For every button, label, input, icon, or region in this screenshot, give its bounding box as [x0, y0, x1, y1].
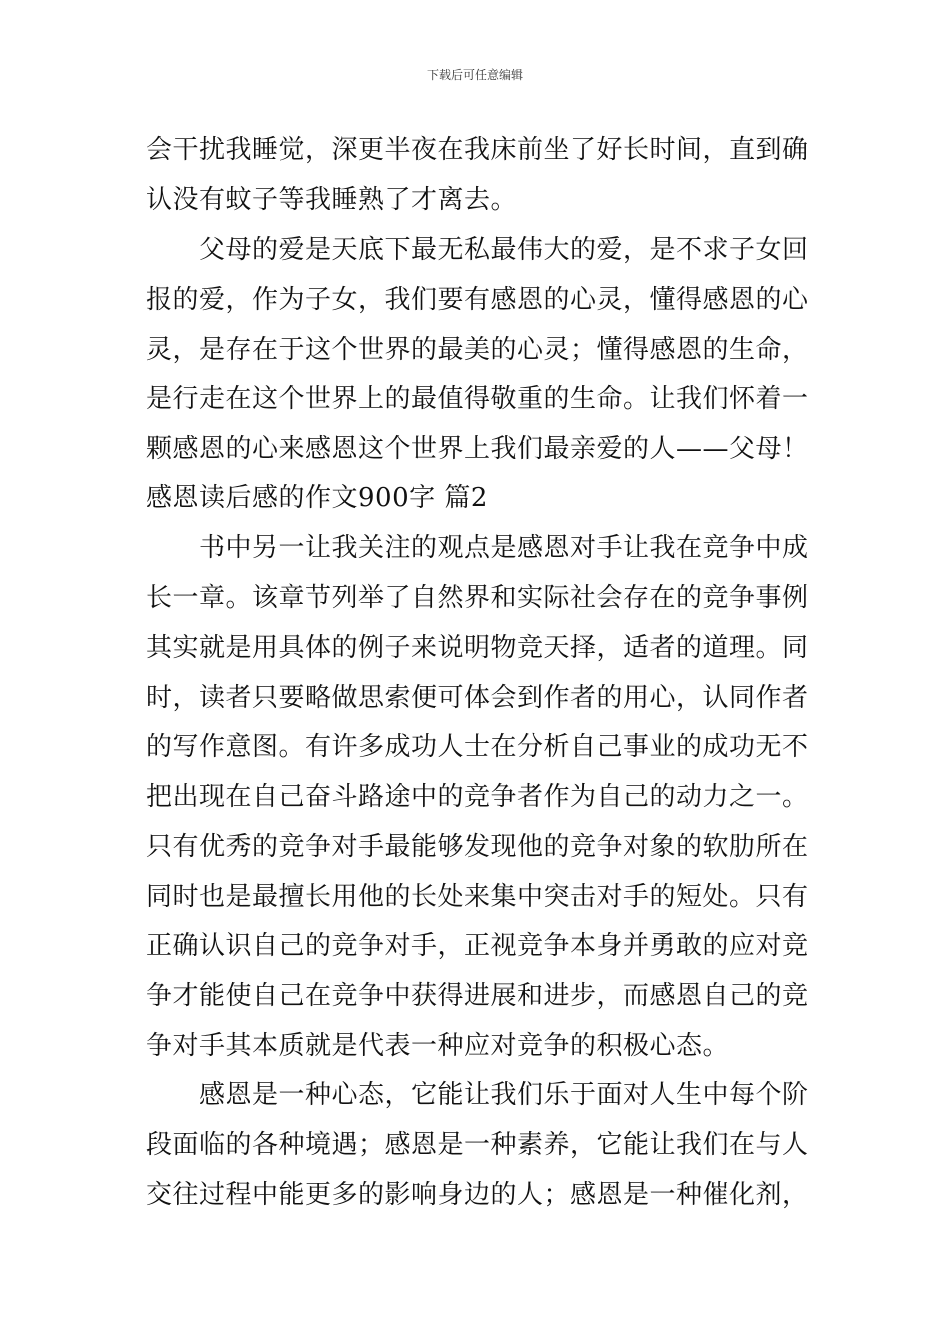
body-text-line: 父母的爱是天底下最无私最伟大的爱，是不求子女回	[146, 235, 809, 265]
section-heading: 感恩读后感的作文900字 篇2	[146, 483, 488, 513]
body-text-line: 的写作意图。有许多成功人士在分析自己事业的成功无不	[146, 732, 809, 762]
body-text-line: 其实就是用具体的例子来说明物竞天择，适者的道理。同	[146, 633, 809, 663]
body-text-line: 认没有蚊子等我睡熟了才离去。	[146, 185, 518, 215]
body-text-line: 报的爱，作为子女，我们要有感恩的心灵，懂得感恩的心	[146, 285, 809, 315]
body-text-line: 正确认识自己的竞争对手，正视竞争本身并勇敢的应对竞	[146, 931, 809, 961]
body-text-line: 把出现在自己奋斗路途中的竞争者作为自己的动力之一。	[146, 782, 809, 812]
body-text-line: 段面临的各种境遇；感恩是一种素养，它能让我们在与人	[146, 1130, 809, 1160]
body-text-line: 只有优秀的竞争对手最能够发现他的竞争对象的软肋所在	[146, 832, 809, 862]
body-text-line: 同时也是最擅长用他的长处来集中突击对手的短处。只有	[146, 882, 809, 912]
body-text-line: 交往过程中能更多的影响身边的人；感恩是一种催化剂，	[146, 1180, 809, 1210]
body-text-line: 是行走在这个世界上的最值得敬重的生命。让我们怀着一	[146, 384, 809, 414]
body-text-line: 会干扰我睡觉，深更半夜在我床前坐了好长时间，直到确	[146, 135, 809, 165]
body-text-line: 时，读者只要略做思索便可体会到作者的用心，认同作者	[146, 683, 809, 713]
body-text-line: 争对手其本质就是代表一种应对竞争的积极心态。	[146, 1031, 730, 1061]
body-text-line: 颗感恩的心来感恩这个世界上我们最亲爱的人——父母！	[146, 434, 809, 464]
body-text-line: 长一章。该章节列举了自然界和实际社会存在的竞争事例	[146, 583, 809, 613]
page-header-note: 下载后可任意编辑	[426, 68, 523, 82]
body-text-line: 灵，是存在于这个世界的最美的心灵；懂得感恩的生命，	[146, 335, 809, 365]
body-text-line: 感恩是一种心态，它能让我们乐于面对人生中每个阶	[146, 1080, 809, 1110]
body-text-line: 争才能使自己在竞争中获得进展和进步，而感恩自己的竞	[146, 981, 809, 1011]
body-text-line: 书中另一让我关注的观点是感恩对手让我在竞争中成	[146, 533, 809, 563]
